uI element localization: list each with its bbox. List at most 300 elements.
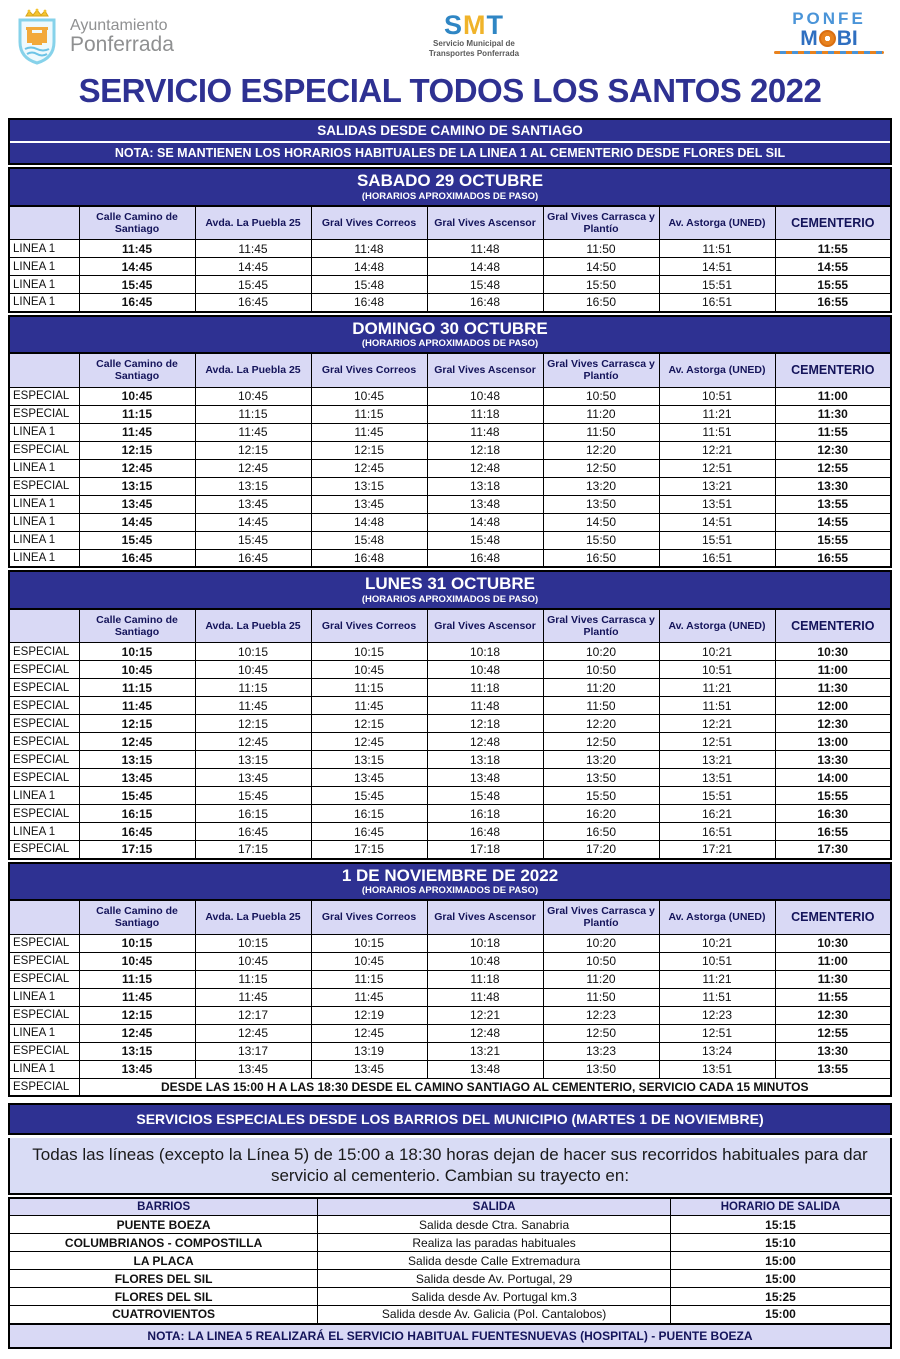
schedule-row — [9, 697, 891, 715]
route-label-cell: ESPECIAL — [9, 1006, 79, 1024]
stop-column-header: CEMENTERIO — [775, 900, 891, 934]
time-cell: 13:20 — [543, 477, 659, 495]
time-cell: 12:21 — [659, 715, 775, 733]
route-label-cell: LINEA 1 — [9, 823, 79, 841]
route-label-cell: ESPECIAL — [9, 405, 79, 423]
time-cell: 10:51 — [659, 952, 775, 970]
time-cell: 10:20 — [543, 643, 659, 661]
route-label-cell: ESPECIAL — [9, 970, 79, 988]
route-label-cell: LINEA 1 — [9, 513, 79, 531]
smt-subtitle-line2: Transportes Ponferrada — [428, 48, 520, 58]
day-subtitle: (HORARIOS APROXIMADOS DE PASO) — [361, 190, 539, 202]
schedule-row — [9, 661, 891, 679]
time-cell: 11:48 — [427, 988, 543, 1006]
time-cell: 17:18 — [427, 841, 543, 859]
time-cell: 16:50 — [543, 823, 659, 841]
top-banner — [8, 118, 892, 165]
time-cell: 13:30 — [775, 477, 891, 495]
time-cell: 13:19 — [311, 1042, 427, 1060]
time-cell: 11:55 — [775, 423, 891, 441]
time-cell: 13:30 — [775, 751, 891, 769]
time-cell: 15:45 — [79, 531, 195, 549]
time-cell: 12:51 — [659, 459, 775, 477]
route-label-cell: ESPECIAL — [9, 934, 79, 952]
time-cell: 13:45 — [311, 769, 427, 787]
schedule-note-text: DESDE LAS 15:00 H A LAS 18:30 DESDE EL CAMINO SANTIAGO AL CEMENTERIO, SERVICIO CADA 15 MINUTOS — [79, 1078, 891, 1096]
route-label-cell: ESPECIAL — [9, 1078, 79, 1096]
time-cell: 11:45 — [311, 423, 427, 441]
schedule-row — [9, 733, 891, 751]
stop-column-header: Avda. La Puebla 25 — [195, 609, 311, 643]
time-cell: 16:50 — [543, 294, 659, 312]
time-cell: 12:18 — [427, 441, 543, 459]
time-cell: 11:51 — [659, 423, 775, 441]
barrios-row — [9, 1252, 891, 1270]
time-cell: 15:50 — [543, 276, 659, 294]
time-cell: 13:55 — [775, 495, 891, 513]
time-cell: 13:45 — [311, 1060, 427, 1078]
time-cell: 14:50 — [543, 513, 659, 531]
barrio-cell: PUENTE BOEZA — [9, 1216, 318, 1234]
time-cell: 11:45 — [311, 988, 427, 1006]
time-cell: 13:45 — [79, 1060, 195, 1078]
time-cell: 10:45 — [311, 387, 427, 405]
smt-logo — [429, 12, 519, 58]
route-label-cell: ESPECIAL — [9, 679, 79, 697]
time-cell: 10:45 — [79, 661, 195, 679]
schedule-row — [9, 531, 891, 549]
time-cell: 12:45 — [195, 1024, 311, 1042]
time-cell: 15:48 — [311, 531, 427, 549]
schedule-row — [9, 679, 891, 697]
horario-cell: 15:25 — [670, 1288, 891, 1306]
salida-cell: Salida desde Av. Galicia (Pol. Cantalobos) — [318, 1306, 671, 1324]
time-cell: 11:18 — [427, 405, 543, 423]
time-cell: 10:51 — [659, 387, 775, 405]
ponferrada-shield-icon — [16, 8, 62, 66]
barrios-row — [9, 1216, 891, 1234]
time-cell: 13:51 — [659, 1060, 775, 1078]
time-cell: 12:45 — [311, 733, 427, 751]
time-cell: 12:48 — [427, 733, 543, 751]
orange-swirl-o-icon — [819, 30, 836, 47]
schedule-row — [9, 952, 891, 970]
horario-cell: 15:00 — [670, 1252, 891, 1270]
time-cell: 16:50 — [543, 549, 659, 567]
schedule-row — [9, 459, 891, 477]
route-label-cell: ESPECIAL — [9, 661, 79, 679]
day-header-bar — [8, 862, 892, 900]
time-cell: 11:20 — [543, 405, 659, 423]
time-cell: 17:30 — [775, 841, 891, 859]
schedule-row — [9, 1060, 891, 1078]
time-cell: 13:23 — [543, 1042, 659, 1060]
time-cell: 13:50 — [543, 769, 659, 787]
time-cell: 17:15 — [311, 841, 427, 859]
time-cell: 13:50 — [543, 495, 659, 513]
time-cell: 11:00 — [775, 952, 891, 970]
time-cell: 13:48 — [427, 769, 543, 787]
time-cell: 15:55 — [775, 531, 891, 549]
schedule-row — [9, 513, 891, 531]
time-cell: 12:45 — [311, 1024, 427, 1042]
time-cell: 16:48 — [427, 294, 543, 312]
stop-column-header: Gral Vives Correos — [311, 353, 427, 387]
time-cell: 14:48 — [427, 258, 543, 276]
time-cell: 12:15 — [79, 1006, 195, 1024]
time-cell: 11:00 — [775, 661, 891, 679]
time-cell: 16:45 — [195, 549, 311, 567]
time-cell: 10:50 — [543, 952, 659, 970]
time-cell: 11:00 — [775, 387, 891, 405]
time-cell: 12:21 — [659, 441, 775, 459]
time-cell: 10:48 — [427, 661, 543, 679]
time-cell: 12:45 — [79, 733, 195, 751]
stop-column-header: Gral Vives Carrasca y Plantío — [543, 900, 659, 934]
time-cell: 11:15 — [195, 970, 311, 988]
corner-cell — [9, 353, 79, 387]
ayuntamiento-line2: Ponferrada — [70, 33, 174, 57]
time-cell: 12:30 — [775, 1006, 891, 1024]
time-cell: 15:45 — [311, 787, 427, 805]
route-label-cell: ESPECIAL — [9, 769, 79, 787]
stop-column-header: Gral Vives Carrasca y Plantío — [543, 206, 659, 240]
time-cell: 10:30 — [775, 643, 891, 661]
route-label-cell: LINEA 1 — [9, 787, 79, 805]
time-cell: 10:30 — [775, 934, 891, 952]
barrio-cell: CUATROVIENTOS — [9, 1306, 318, 1324]
time-cell: 15:51 — [659, 787, 775, 805]
time-cell: 12:15 — [311, 715, 427, 733]
time-cell: 11:15 — [79, 405, 195, 423]
time-cell: 14:45 — [79, 258, 195, 276]
schedule-table — [8, 899, 892, 1097]
time-cell: 16:45 — [195, 823, 311, 841]
corner-cell — [9, 206, 79, 240]
time-cell: 12:55 — [775, 1024, 891, 1042]
time-cell: 16:45 — [311, 823, 427, 841]
page-title: SERVICIO ESPECIAL TODOS LOS SANTOS 2022 — [78, 72, 822, 109]
time-cell: 13:48 — [427, 1060, 543, 1078]
horario-cell: 15:15 — [670, 1216, 891, 1234]
ayuntamiento-wordmark — [70, 18, 174, 57]
time-cell: 13:15 — [79, 751, 195, 769]
ponfemobi-bi: BI — [836, 27, 858, 50]
day-title: LUNES 31 OCTUBRE — [364, 574, 536, 594]
banner-nota: NOTA: SE MANTIENEN LOS HORARIOS HABITUALES DE LA LINEA 1 AL CEMENTERIO DESDE FLORES DEL SIL — [10, 143, 890, 163]
time-cell: 14:48 — [311, 513, 427, 531]
stop-column-header: Avda. La Puebla 25 — [195, 900, 311, 934]
route-label-cell: LINEA 1 — [9, 531, 79, 549]
schedule-row — [9, 405, 891, 423]
stop-column-header: Av. Astorga (UNED) — [659, 206, 775, 240]
route-label-cell: LINEA 1 — [9, 276, 79, 294]
time-cell: 13:15 — [195, 751, 311, 769]
time-cell: 13:21 — [659, 477, 775, 495]
stop-column-header: Av. Astorga (UNED) — [659, 353, 775, 387]
time-cell: 12:51 — [659, 733, 775, 751]
time-cell: 12:15 — [79, 715, 195, 733]
time-cell: 14:00 — [775, 769, 891, 787]
time-cell: 11:15 — [195, 679, 311, 697]
banner-salidas: SALIDAS DESDE CAMINO DE SANTIAGO — [10, 120, 890, 143]
time-cell: 11:45 — [195, 988, 311, 1006]
time-cell: 16:30 — [775, 805, 891, 823]
time-cell: 16:21 — [659, 805, 775, 823]
stop-column-header: Calle Camino de Santiago — [79, 609, 195, 643]
stop-column-header: Gral Vives Ascensor — [427, 206, 543, 240]
time-cell: 12:45 — [195, 459, 311, 477]
time-cell: 16:51 — [659, 823, 775, 841]
barrios-row — [9, 1306, 891, 1324]
stop-column-header: CEMENTERIO — [775, 206, 891, 240]
time-cell: 11:51 — [659, 240, 775, 258]
time-cell: 11:48 — [427, 423, 543, 441]
day-title: SABADO 29 OCTUBRE — [356, 171, 544, 190]
time-cell: 10:21 — [659, 934, 775, 952]
schedule-row — [9, 387, 891, 405]
time-cell: 13:45 — [195, 1060, 311, 1078]
stop-column-header: Calle Camino de Santiago — [79, 206, 195, 240]
time-cell: 17:21 — [659, 841, 775, 859]
barrio-cell: FLORES DEL SIL — [9, 1270, 318, 1288]
barrios-section-title: SERVICIOS ESPECIALES DESDE LOS BARRIOS DEL MUNICIPIO (MARTES 1 DE NOVIEMBRE) — [8, 1103, 892, 1135]
barrios-footer-note: NOTA: LA LINEA 5 REALIZARÁ EL SERVICIO HABITUAL FUENTESNUEVAS (HOSPITAL) - PUENTE BOEZA — [8, 1325, 892, 1349]
time-cell: 15:50 — [543, 531, 659, 549]
schedule-header-row — [9, 900, 891, 934]
day-subtitle: (HORARIOS APROXIMADOS DE PASO) — [361, 338, 539, 350]
time-cell: 10:15 — [311, 934, 427, 952]
stop-column-header: Gral Vives Ascensor — [427, 353, 543, 387]
time-cell: 11:55 — [775, 240, 891, 258]
time-cell: 16:20 — [543, 805, 659, 823]
schedule-row — [9, 970, 891, 988]
time-cell: 17:15 — [79, 841, 195, 859]
time-cell: 14:55 — [775, 258, 891, 276]
time-cell: 12:15 — [79, 441, 195, 459]
time-cell: 12:23 — [659, 1006, 775, 1024]
stop-column-header: Gral Vives Carrasca y Plantío — [543, 609, 659, 643]
time-cell: 11:48 — [427, 240, 543, 258]
ponfemobi-line1: PONFE — [792, 9, 866, 28]
time-cell: 16:48 — [311, 549, 427, 567]
time-cell: 16:48 — [427, 549, 543, 567]
time-cell: 11:51 — [659, 988, 775, 1006]
stop-column-header: Calle Camino de Santiago — [79, 353, 195, 387]
time-cell: 10:15 — [79, 643, 195, 661]
time-cell: 15:51 — [659, 276, 775, 294]
schedule-note-row — [9, 1078, 891, 1096]
time-cell: 15:45 — [195, 787, 311, 805]
time-cell: 13:21 — [427, 1042, 543, 1060]
stop-column-header: CEMENTERIO — [775, 353, 891, 387]
time-cell: 13:15 — [195, 477, 311, 495]
route-label-cell: LINEA 1 — [9, 1060, 79, 1078]
route-label-cell: ESPECIAL — [9, 841, 79, 859]
time-cell: 11:50 — [543, 423, 659, 441]
time-cell: 15:48 — [311, 276, 427, 294]
stop-column-header: Av. Astorga (UNED) — [659, 609, 775, 643]
time-cell: 11:20 — [543, 679, 659, 697]
time-cell: 11:30 — [775, 970, 891, 988]
time-cell: 11:45 — [195, 240, 311, 258]
time-cell: 10:48 — [427, 387, 543, 405]
day-header-bar — [8, 570, 892, 608]
barrios-section — [8, 1103, 892, 1349]
schedule-sections — [8, 167, 892, 1097]
schedule-row — [9, 423, 891, 441]
time-cell: 10:45 — [311, 952, 427, 970]
time-cell: 12:30 — [775, 441, 891, 459]
time-cell: 14:55 — [775, 513, 891, 531]
time-cell: 14:48 — [311, 258, 427, 276]
route-label-cell: ESPECIAL — [9, 643, 79, 661]
time-cell: 14:45 — [79, 513, 195, 531]
time-cell: 12:45 — [79, 1024, 195, 1042]
schedule-table — [8, 352, 892, 568]
time-cell: 11:45 — [311, 697, 427, 715]
time-cell: 12:50 — [543, 459, 659, 477]
schedule-row — [9, 1042, 891, 1060]
schedule-table — [8, 608, 892, 860]
time-cell: 11:48 — [311, 240, 427, 258]
time-cell: 11:30 — [775, 405, 891, 423]
stop-column-header: Gral Vives Ascensor — [427, 609, 543, 643]
barrios-col-salida: SALIDA — [318, 1198, 671, 1216]
time-cell: 10:45 — [79, 952, 195, 970]
day-header-bar — [8, 315, 892, 353]
schedule-row — [9, 787, 891, 805]
time-cell: 13:24 — [659, 1042, 775, 1060]
schedule-table — [8, 205, 892, 313]
schedule-row — [9, 240, 891, 258]
time-cell: 16:15 — [195, 805, 311, 823]
time-cell: 10:45 — [195, 952, 311, 970]
stop-column-header: Gral Vives Correos — [311, 206, 427, 240]
time-cell: 15:55 — [775, 276, 891, 294]
time-cell: 15:48 — [427, 531, 543, 549]
time-cell: 14:51 — [659, 513, 775, 531]
route-label-cell: ESPECIAL — [9, 952, 79, 970]
time-cell: 13:51 — [659, 495, 775, 513]
time-cell: 11:48 — [427, 697, 543, 715]
smt-wordmark: SMT — [443, 10, 504, 40]
time-cell: 12:55 — [775, 459, 891, 477]
time-cell: 12:18 — [427, 715, 543, 733]
salida-cell: Salida desde Calle Extremadura — [318, 1252, 671, 1270]
time-cell: 13:45 — [79, 495, 195, 513]
time-cell: 10:50 — [543, 661, 659, 679]
time-cell: 10:50 — [543, 387, 659, 405]
route-label-cell: ESPECIAL — [9, 751, 79, 769]
time-cell: 14:50 — [543, 258, 659, 276]
time-cell: 14:48 — [427, 513, 543, 531]
barrio-cell: COLUMBRIANOS - COMPOSTILLA — [9, 1234, 318, 1252]
stop-column-header: Calle Camino de Santiago — [79, 900, 195, 934]
time-cell: 10:18 — [427, 643, 543, 661]
stop-column-header: Gral Vives Ascensor — [427, 900, 543, 934]
schedule-row — [9, 934, 891, 952]
time-cell: 11:45 — [79, 988, 195, 1006]
stop-column-header: Gral Vives Correos — [311, 609, 427, 643]
schedule-row — [9, 715, 891, 733]
time-cell: 16:55 — [775, 549, 891, 567]
schedule-row — [9, 988, 891, 1006]
day-title: 1 DE NOVIEMBRE DE 2022 — [341, 865, 559, 885]
time-cell: 12:15 — [311, 441, 427, 459]
time-cell: 10:15 — [195, 643, 311, 661]
schedule-row — [9, 841, 891, 859]
time-cell: 16:18 — [427, 805, 543, 823]
barrio-cell: LA PLACA — [9, 1252, 318, 1270]
time-cell: 16:15 — [79, 805, 195, 823]
time-cell: 10:45 — [195, 387, 311, 405]
time-cell: 13:15 — [311, 751, 427, 769]
schedule-row — [9, 805, 891, 823]
stop-column-header: CEMENTERIO — [775, 609, 891, 643]
route-label-cell: LINEA 1 — [9, 294, 79, 312]
horario-cell: 15:00 — [670, 1306, 891, 1324]
salida-cell: Realiza las paradas habituales — [318, 1234, 671, 1252]
schedule-row — [9, 495, 891, 513]
time-cell: 12:00 — [775, 697, 891, 715]
stop-column-header: Av. Astorga (UNED) — [659, 900, 775, 934]
stop-column-header: Avda. La Puebla 25 — [195, 353, 311, 387]
stop-column-header: Avda. La Puebla 25 — [195, 206, 311, 240]
route-label-cell: ESPECIAL — [9, 733, 79, 751]
time-cell: 10:45 — [195, 661, 311, 679]
time-cell: 12:17 — [195, 1006, 311, 1024]
smt-subtitle-line1: Servicio Municipal de — [433, 39, 515, 48]
time-cell: 11:18 — [427, 970, 543, 988]
schedule-header-row — [9, 353, 891, 387]
time-cell: 11:50 — [543, 697, 659, 715]
time-cell: 10:45 — [79, 387, 195, 405]
time-cell: 10:20 — [543, 934, 659, 952]
salida-cell: Salida desde Av. Portugal km.3 — [318, 1288, 671, 1306]
time-cell: 13:21 — [659, 751, 775, 769]
schedule-row — [9, 769, 891, 787]
time-cell: 12:50 — [543, 1024, 659, 1042]
time-cell: 12:45 — [311, 459, 427, 477]
time-cell: 13:18 — [427, 751, 543, 769]
barrios-intro-text: Todas las líneas (excepto la Línea 5) de 15:00 a 18:30 horas dejan de hacer sus recorridos habituales para dar servicio al cementerio. Cambian su trayecto en: — [8, 1138, 892, 1195]
schedule-row — [9, 1006, 891, 1024]
time-cell: 15:48 — [427, 276, 543, 294]
time-cell: 11:15 — [311, 679, 427, 697]
time-cell: 10:51 — [659, 661, 775, 679]
day-header-bar — [8, 167, 892, 205]
time-cell: 14:45 — [195, 258, 311, 276]
route-label-cell: ESPECIAL — [9, 477, 79, 495]
time-cell: 14:45 — [195, 513, 311, 531]
time-cell: 15:55 — [775, 787, 891, 805]
time-cell: 12:48 — [427, 459, 543, 477]
salida-cell: Salida desde Av. Portugal, 29 — [318, 1270, 671, 1288]
schedule-row — [9, 441, 891, 459]
time-cell: 13:15 — [79, 1042, 195, 1060]
schedule-row — [9, 258, 891, 276]
time-cell: 10:15 — [195, 934, 311, 952]
route-label-cell: LINEA 1 — [9, 988, 79, 1006]
route-label-cell: LINEA 1 — [9, 459, 79, 477]
time-cell: 16:51 — [659, 549, 775, 567]
time-cell: 10:48 — [427, 952, 543, 970]
time-cell: 11:18 — [427, 679, 543, 697]
time-cell: 15:50 — [543, 787, 659, 805]
time-cell: 12:21 — [427, 1006, 543, 1024]
time-cell: 16:55 — [775, 823, 891, 841]
